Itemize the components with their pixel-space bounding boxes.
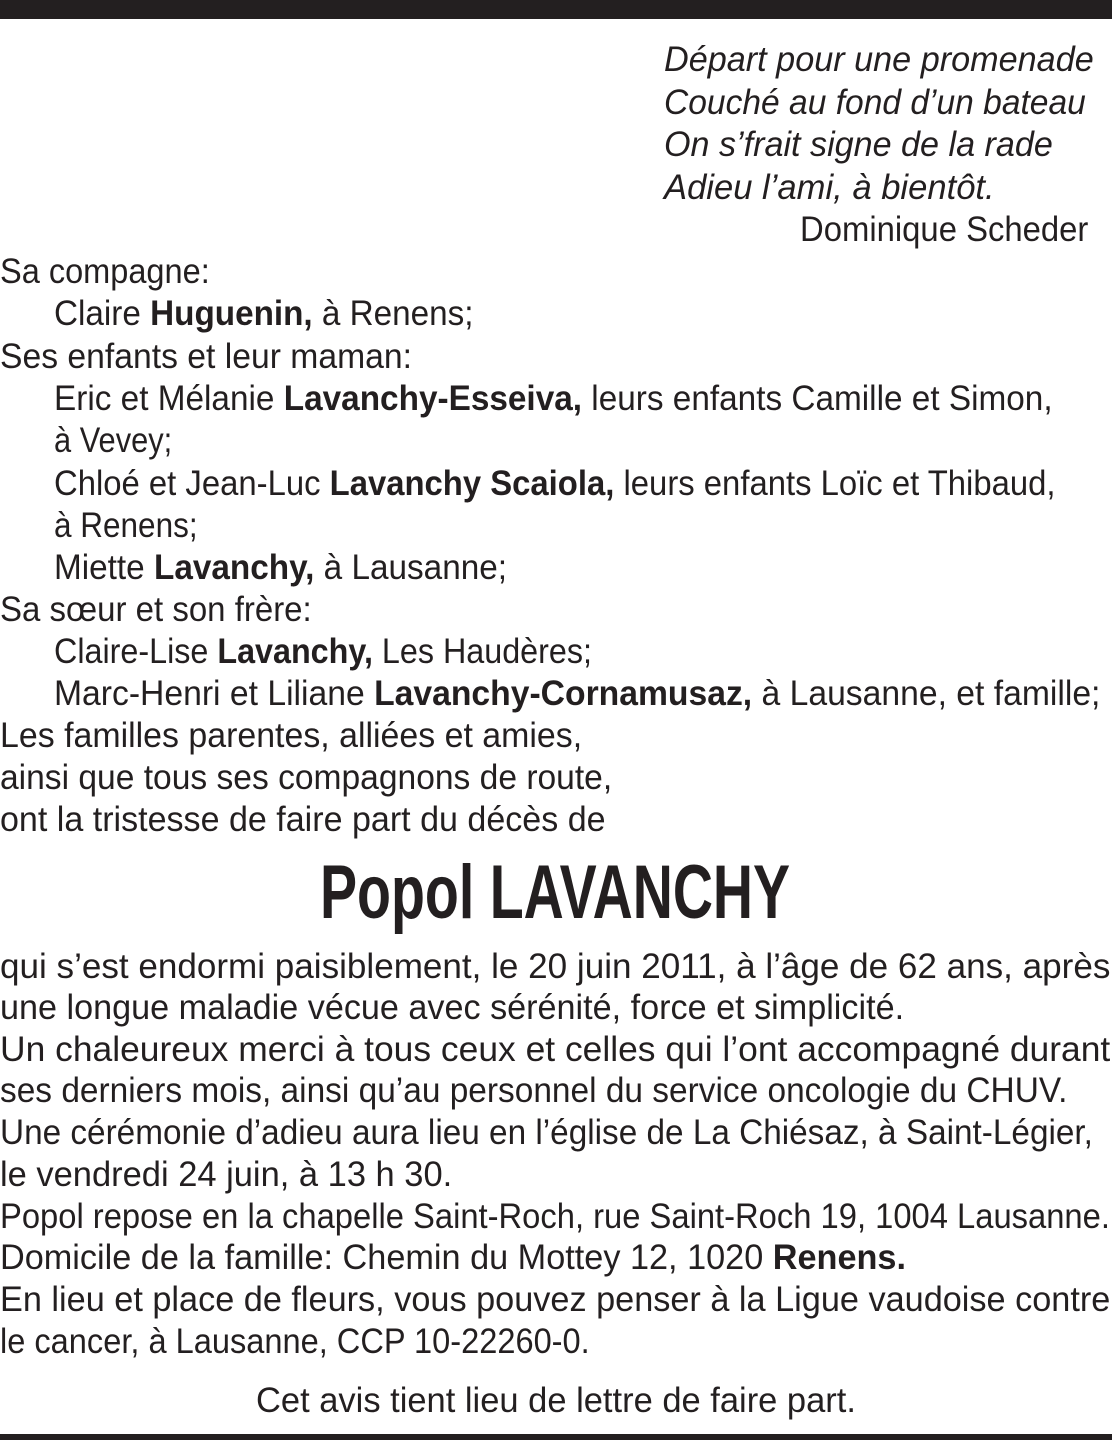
sibling-first-name: Claire-Lise (54, 632, 218, 671)
partner-location: à Renens; (312, 294, 474, 333)
child-surname: Lavanchy, (153, 548, 315, 587)
child-first-names: Chloé et Jean-Luc (54, 464, 330, 503)
child-surname: Lavanchy-Esseiva, (283, 379, 583, 418)
body-line: qui s’est endormi paisiblement, le 20 juin 2011, à l’âge de 62 ans, après (0, 947, 1111, 986)
bottom-rule (0, 1434, 1112, 1440)
body-line: une longue maladie vécue avec sérénité, force et simplicité. (0, 988, 905, 1027)
sibling-surname: Lavanchy-Cornamusaz, (374, 674, 753, 713)
donation-line: le cancer, à Lausanne, CCP 10-22260-0. (0, 1322, 590, 1361)
poem-line: Départ pour une promenade (664, 40, 1094, 79)
deceased-name: Popol LAVANCHY (320, 850, 791, 935)
child-entry (54, 379, 1053, 419)
partner-first-name: Claire (54, 294, 151, 333)
child-first-name: Miette (54, 548, 154, 587)
body-line: Une cérémonie d’adieu aura lieu en l’église de La Chiésaz, à Saint-Légier, (0, 1113, 1093, 1152)
sibling-entry (54, 632, 592, 672)
closing-line: Les familles parentes, alliées et amies, (0, 716, 583, 755)
sibling-location: à Lausanne, et famille; (752, 674, 1101, 713)
partner-surname: Huguenin, (150, 294, 313, 333)
partner-heading: Sa compagne: (0, 252, 210, 291)
children-heading: Ses enfants et leur maman: (0, 337, 412, 376)
poem-author: Dominique Scheder (800, 210, 1089, 249)
closing-line: ainsi que tous ses compagnons de route, (0, 758, 613, 797)
donation-line: En lieu et place de fleurs, vous pouvez penser à la Ligue vaudoise contre (0, 1280, 1111, 1319)
sibling-surname: Lavanchy, (217, 632, 373, 671)
sibling-first-names: Marc-Henri et Liliane (54, 674, 375, 713)
poem-line: Couché au fond d’un bateau (664, 83, 1086, 122)
body-line: le vendredi 24 juin, à 13 h 30. (0, 1155, 453, 1194)
child-entry (54, 464, 1056, 504)
child-first-names: Eric et Mélanie (54, 379, 284, 418)
child-surname: Lavanchy Scaiola, (329, 464, 615, 503)
child-location: à Vevey; (54, 421, 173, 460)
child-location: à Lausanne; (314, 548, 508, 587)
child-location: à Renens; (54, 506, 198, 545)
child-details: leurs enfants Loïc et Thibaud, (614, 464, 1056, 503)
domicile-address: Domicile de la famille: Chemin du Mottey 12, 1020 (0, 1238, 773, 1277)
body-line: ses derniers mois, ainsi qu’au personnel du service oncologie du CHUV. (0, 1071, 1068, 1110)
partner-entry (54, 294, 474, 334)
body-line: Un chaleureux merci à tous ceux et celles qui l’ont accompagné durant (0, 1030, 1111, 1069)
body-line: Popol repose en la chapelle Saint-Roch, rue Saint-Roch 19, 1004 Lausanne. (0, 1197, 1110, 1236)
domicile-line (0, 1238, 906, 1278)
child-entry (54, 548, 507, 588)
sibling-location: Les Haudères; (372, 632, 592, 671)
top-rule (0, 0, 1112, 19)
sibling-entry (54, 674, 1100, 714)
domicile-city: Renens. (772, 1238, 906, 1277)
closing-line: ont la tristesse de faire part du décès de (0, 800, 606, 839)
child-details: leurs enfants Camille et Simon, (582, 379, 1053, 418)
poem-line: Adieu l’ami, à bientôt. (664, 168, 995, 207)
footer-note: Cet avis tient lieu de lettre de faire part. (256, 1381, 856, 1420)
siblings-heading: Sa sœur et son frère: (0, 590, 312, 629)
poem-line: On s’frait signe de la rade (664, 125, 1053, 164)
